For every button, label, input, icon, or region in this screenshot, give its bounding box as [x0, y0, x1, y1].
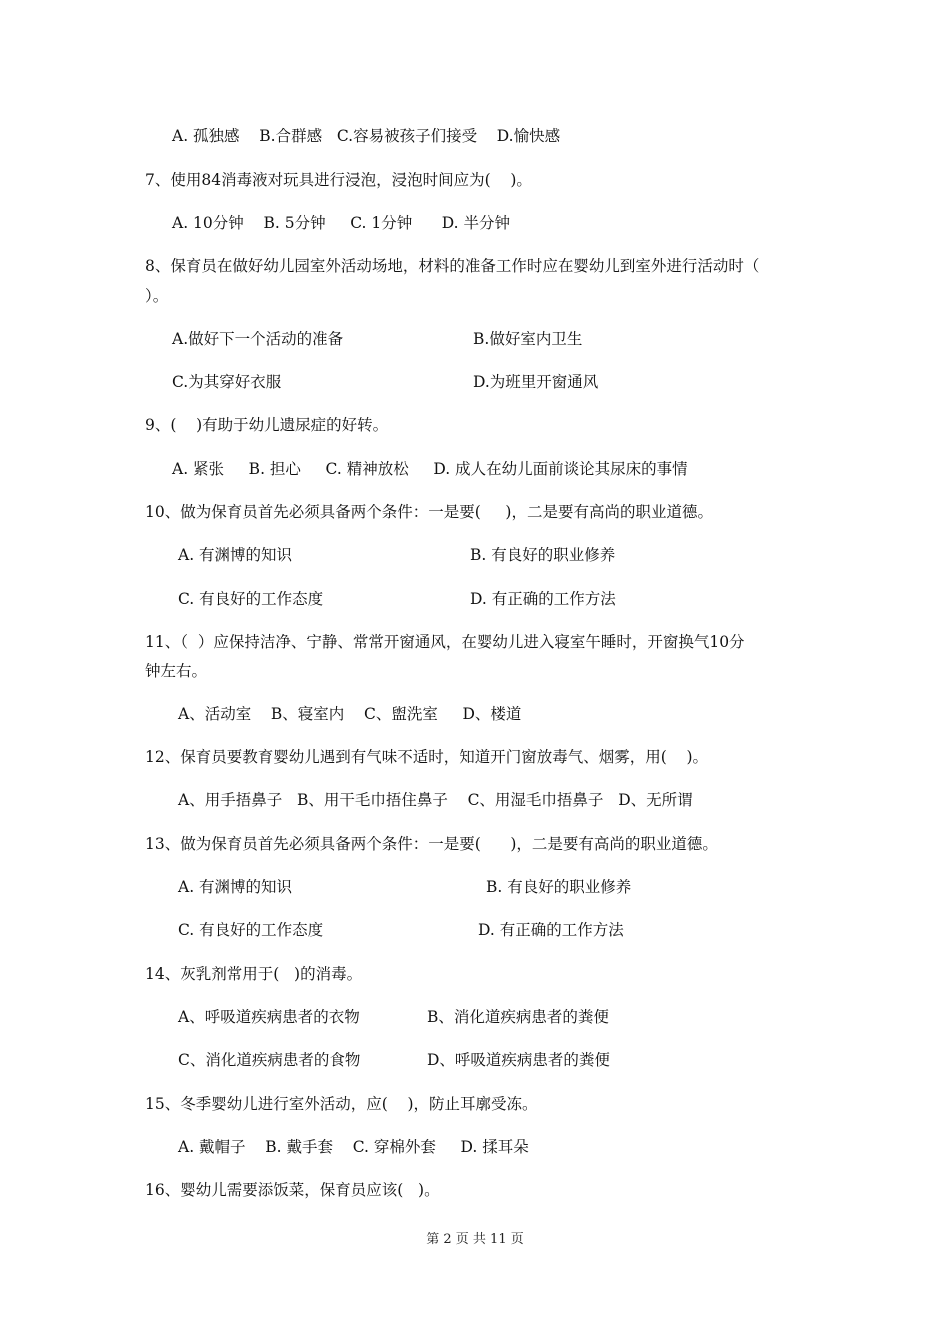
q13-option-a: A. 有渊博的知识	[178, 878, 293, 896]
q15-options: A. 戴帽子 B. 戴手套 C. 穿棉外套 D. 揉耳朵	[178, 1138, 529, 1156]
q11-question-cont: 钟左右。	[145, 662, 208, 680]
q8-option-d: D.为班里开窗通风	[473, 373, 599, 391]
q13-question: 13、做为保育员首先必须具备两个条件：一是要( )，二是要有高尚的职业道德。	[145, 835, 718, 853]
q14-option-d: D、呼吸道疾病患者的粪便	[427, 1051, 610, 1069]
q7-question: 7、使用84消毒液对玩具进行浸泡，浸泡时间应为( )。	[145, 171, 532, 189]
q10-option-b: B. 有良好的职业修养	[470, 546, 616, 564]
q12-question: 12、保育员要教育婴幼儿遇到有气味不适时，知道开门窗放毒气、烟雾，用( )。	[145, 748, 709, 766]
q8-question-cont: ）。	[145, 287, 169, 305]
q8-question: 8、保育员在做好幼儿园室外活动场地，材料的准备工作时应在婴幼儿到室外进行活动时（	[145, 257, 760, 275]
q11-question: 11、（ ）应保持洁净、宁静、常常开窗通风，在婴幼儿进入寝室午睡时，开窗换气10分	[145, 633, 745, 651]
q9-options: A. 紧张 B. 担心 C. 精神放松 D. 成人在幼儿面前谈论其尿床的事情	[172, 460, 688, 478]
q6-options: A. 孤独感 B.合群感 C.容易被孩子们接受 D.愉快感	[172, 127, 561, 145]
q14-option-b: B、消化道疾病患者的粪便	[427, 1008, 609, 1026]
q10-question: 10、做为保育员首先必须具备两个条件：一是要( )，二是要有高尚的职业道德。	[145, 503, 713, 521]
q12-options: A、用手捂鼻子 B、用干毛巾捂住鼻子 C、用湿毛巾捂鼻子 D、无所谓	[178, 791, 693, 809]
q11-options: A、活动室 B、寝室内 C、盥洗室 D、楼道	[178, 705, 522, 723]
q8-option-a: A.做好下一个活动的准备	[172, 330, 344, 348]
q15-question: 15、冬季婴幼儿进行室外活动，应( )，防止耳廓受冻。	[145, 1095, 538, 1113]
q13-option-c: C. 有良好的工作态度	[178, 921, 324, 939]
q13-option-d: D. 有正确的工作方法	[478, 921, 624, 939]
page-footer: 第 2 页 共 11 页	[426, 1232, 524, 1247]
q14-option-c: C、消化道疾病患者的食物	[178, 1051, 361, 1069]
q13-option-b: B. 有良好的职业修养	[486, 878, 632, 896]
q7-options: A. 10分钟 B. 5分钟 C. 1分钟 D. 半分钟	[172, 214, 511, 232]
q9-question: 9、( )有助于幼儿遗尿症的好转。	[145, 416, 389, 434]
q16-question: 16、婴幼儿需要添饭菜，保育员应该( )。	[145, 1181, 440, 1199]
q8-option-c: C.为其穿好衣服	[172, 373, 282, 391]
q10-option-a: A. 有渊博的知识	[178, 546, 293, 564]
q10-option-d: D. 有正确的工作方法	[470, 590, 616, 608]
q8-option-b: B.做好室内卫生	[473, 330, 583, 348]
q10-option-c: C. 有良好的工作态度	[178, 590, 324, 608]
q14-option-a: A、呼吸道疾病患者的衣物	[178, 1008, 360, 1026]
q14-question: 14、灰乳剂常用于( )的消毒。	[145, 965, 363, 983]
